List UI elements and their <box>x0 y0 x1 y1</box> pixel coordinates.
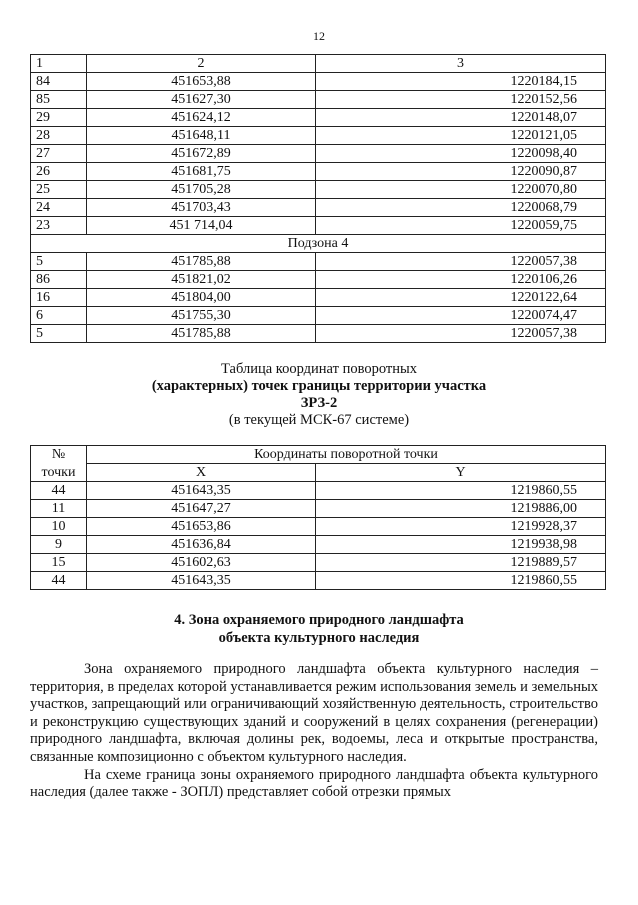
table-row <box>31 199 606 217</box>
coordinate-y: 1219860,55 <box>316 482 606 500</box>
table-heading-line1: Таблица координат поворотных <box>221 361 417 377</box>
coordinate-y: 1220057,38 <box>316 325 606 343</box>
coordinate-y: 1220152,56 <box>316 91 606 109</box>
header-number-bottom: точки <box>31 464 87 482</box>
table-row <box>31 163 606 181</box>
table-row <box>31 91 606 109</box>
coordinate-y: 1220068,79 <box>316 199 606 217</box>
coordinate-x: 451672,89 <box>87 145 316 163</box>
header-x: X <box>87 464 316 482</box>
section-title-line2: объекта культурного наследия <box>218 630 420 646</box>
table-row <box>31 500 606 518</box>
table-row <box>31 109 606 127</box>
coordinate-x: 451647,27 <box>87 500 316 518</box>
coordinate-y: 1220184,15 <box>316 73 606 91</box>
section-title-line1: 4. Зона охраняемого природного ландшафта <box>174 612 464 628</box>
coordinate-y: 1220090,87 <box>316 163 606 181</box>
coordinate-x: 451804,00 <box>87 289 316 307</box>
point-number: 28 <box>31 127 87 145</box>
point-number: 5 <box>31 325 87 343</box>
table-row <box>31 572 606 590</box>
table-row <box>31 217 606 235</box>
point-number: 16 <box>31 289 87 307</box>
coordinate-y: 1220098,40 <box>316 145 606 163</box>
table-header-row <box>31 446 606 464</box>
coordinate-x: 451643,35 <box>87 482 316 500</box>
table-row <box>31 289 606 307</box>
subzone-row <box>31 235 606 253</box>
coordinate-x: 451636,84 <box>87 536 316 554</box>
coordinate-y: 1220057,38 <box>316 253 606 271</box>
point-number: 27 <box>31 145 87 163</box>
section-body <box>30 661 598 802</box>
coordinate-x: 451821,02 <box>87 271 316 289</box>
coordinate-y: 1220121,05 <box>316 127 606 145</box>
coordinate-y: 1220122,64 <box>316 289 606 307</box>
table-row <box>31 253 606 271</box>
table-heading-system: (в текущей МСК-67 системе) <box>228 412 410 428</box>
coordinate-y: 1220070,80 <box>316 181 606 199</box>
coordinate-y: 1220106,26 <box>316 271 606 289</box>
coordinate-x: 451785,88 <box>87 253 316 271</box>
coordinate-x: 451703,43 <box>87 199 316 217</box>
coordinate-y: 1219860,55 <box>316 572 606 590</box>
coordinate-y: 1219889,57 <box>316 554 606 572</box>
coordinate-x: 451705,28 <box>87 181 316 199</box>
point-number: 85 <box>31 91 87 109</box>
point-number: 24 <box>31 199 87 217</box>
table-row <box>31 271 606 289</box>
header-y: Y <box>316 464 606 482</box>
table-row <box>31 145 606 163</box>
point-number: 84 <box>31 73 87 91</box>
table-row <box>31 325 606 343</box>
table-subheader-row <box>31 464 606 482</box>
point-number: 15 <box>31 554 87 572</box>
table-row <box>31 554 606 572</box>
point-number: 23 <box>31 217 87 235</box>
point-number: 11 <box>31 500 87 518</box>
coordinate-x: 451681,75 <box>87 163 316 181</box>
coordinate-x: 451785,88 <box>87 325 316 343</box>
coordinate-y: 1220074,47 <box>316 307 606 325</box>
point-number: 26 <box>31 163 87 181</box>
coordinate-y: 1220059,75 <box>316 217 606 235</box>
subzone-label: Подзона 4 <box>31 235 606 253</box>
paragraph-2: На схеме граница зоны охраняемого природного ландшафта объекта культурного наследия (далее также - ЗОПЛ) представляет собой отрезки прямых <box>30 766 598 801</box>
table-row <box>31 181 606 199</box>
table-row <box>31 536 606 554</box>
coordinates-table-continued <box>30 54 606 343</box>
header-coordinates: Координаты поворотной точки <box>87 446 606 464</box>
table-row <box>31 73 606 91</box>
coordinate-y: 1219928,37 <box>316 518 606 536</box>
coordinate-x: 451 714,04 <box>87 217 316 235</box>
point-number: 5 <box>31 253 87 271</box>
table-heading-zone: ЗРЗ-2 <box>300 395 338 411</box>
header-number-top: № <box>31 446 87 464</box>
coordinate-y: 1219938,98 <box>316 536 606 554</box>
coordinate-x: 451602,63 <box>87 554 316 572</box>
zrz2-coordinates-table <box>30 445 606 590</box>
coordinate-x: 451755,30 <box>87 307 316 325</box>
table-row <box>31 482 606 500</box>
coordinate-x: 451653,86 <box>87 518 316 536</box>
table-row <box>31 307 606 325</box>
point-number: 9 <box>31 536 87 554</box>
paragraph-1: Зона охраняемого природного ландшафта объекта культурного наследия – территория, в пределах которой устанавливается режим использования земель и земельных участков, запрещающий или ограничивающий хозяйственную деятельность, строительство и реконструкцию существующих зданий и сооружений в целях сохранения (регенерации) природного ландшафта, включая долины рек, водоемы, леса и открытые пространства, связанные композиционно с объектом культурного наследия. <box>30 661 598 765</box>
point-number: 10 <box>31 518 87 536</box>
column-2-header: 2 <box>87 55 316 73</box>
table-row <box>31 518 606 536</box>
page-number: 12 <box>313 29 325 43</box>
point-number: 44 <box>31 572 87 590</box>
column-1-header: 1 <box>31 55 87 73</box>
point-number: 86 <box>31 271 87 289</box>
table-row <box>31 127 606 145</box>
coordinate-y: 1219886,00 <box>316 500 606 518</box>
table-heading-line2: (характерных) точек границы территории участка <box>151 378 487 394</box>
coordinate-x: 451643,35 <box>87 572 316 590</box>
coordinate-x: 451653,88 <box>87 73 316 91</box>
column-3-header: 3 <box>316 55 606 73</box>
point-number: 25 <box>31 181 87 199</box>
point-number: 29 <box>31 109 87 127</box>
table-header-row <box>31 55 606 73</box>
point-number: 6 <box>31 307 87 325</box>
coordinate-x: 451648,11 <box>87 127 316 145</box>
coordinate-x: 451627,30 <box>87 91 316 109</box>
point-number: 44 <box>31 482 87 500</box>
coordinate-x: 451624,12 <box>87 109 316 127</box>
coordinate-y: 1220148,07 <box>316 109 606 127</box>
